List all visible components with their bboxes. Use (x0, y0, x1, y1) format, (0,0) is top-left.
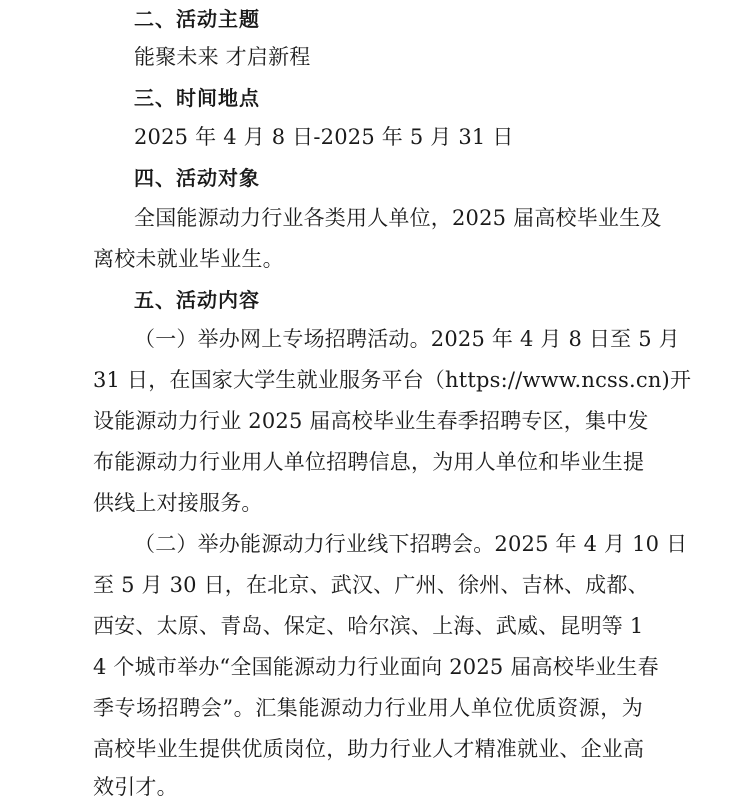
paragraph-line: 高校毕业生提供优质岗位，助力行业人才精准就业、企业高 (93, 737, 645, 761)
paragraph-line: 离校未就业毕业生。 (93, 247, 284, 271)
paragraph-line: 供线上对接服务。 (93, 491, 263, 515)
paragraph-line: 31 日，在国家大学生就业服务平台（https://www.ncss.cn)开 (93, 368, 692, 392)
paragraph-line: 西安、太原、青岛、保定、哈尔滨、上海、武威、昆明等 1 (93, 614, 644, 638)
paragraph-line: 全国能源动力行业各类用人单位，2025 届高校毕业生及 (134, 206, 662, 230)
paragraph-line: 效引才。 (93, 775, 178, 799)
section-body-theme: 能聚未来 才启新程 (134, 45, 311, 69)
paragraph-line: 季专场招聘会”。汇集能源动力行业用人单位优质资源，为 (93, 696, 643, 720)
paragraph-line: （二）举办能源动力行业线下招聘会。2025 年 4 月 10 日 (134, 532, 688, 556)
paragraph-line: 4 个城市举办“全国能源动力行业面向 2025 届高校毕业生春 (93, 655, 659, 679)
paragraph-line: 布能源动力行业用人单位招聘信息，为用人单位和毕业生提 (93, 450, 645, 474)
section-body-time-place: 2025 年 4 月 8 日-2025 年 5 月 31 日 (134, 125, 514, 149)
paragraph-line: （一）举办网上专场招聘活动。2025 年 4 月 8 日至 5 月 (134, 327, 680, 351)
section-heading-content: 五、活动内容 (134, 288, 260, 312)
paragraph-line: 至 5 月 30 日，在北京、武汉、广州、徐州、吉林、成都、 (93, 573, 649, 597)
section-heading-theme: 二、活动主题 (134, 7, 260, 31)
paragraph-line: 设能源动力行业 2025 届高校毕业生春季招聘专区，集中发 (93, 409, 649, 433)
section-heading-audience: 四、活动对象 (134, 166, 260, 190)
section-heading-time-place: 三、时间地点 (134, 86, 260, 110)
